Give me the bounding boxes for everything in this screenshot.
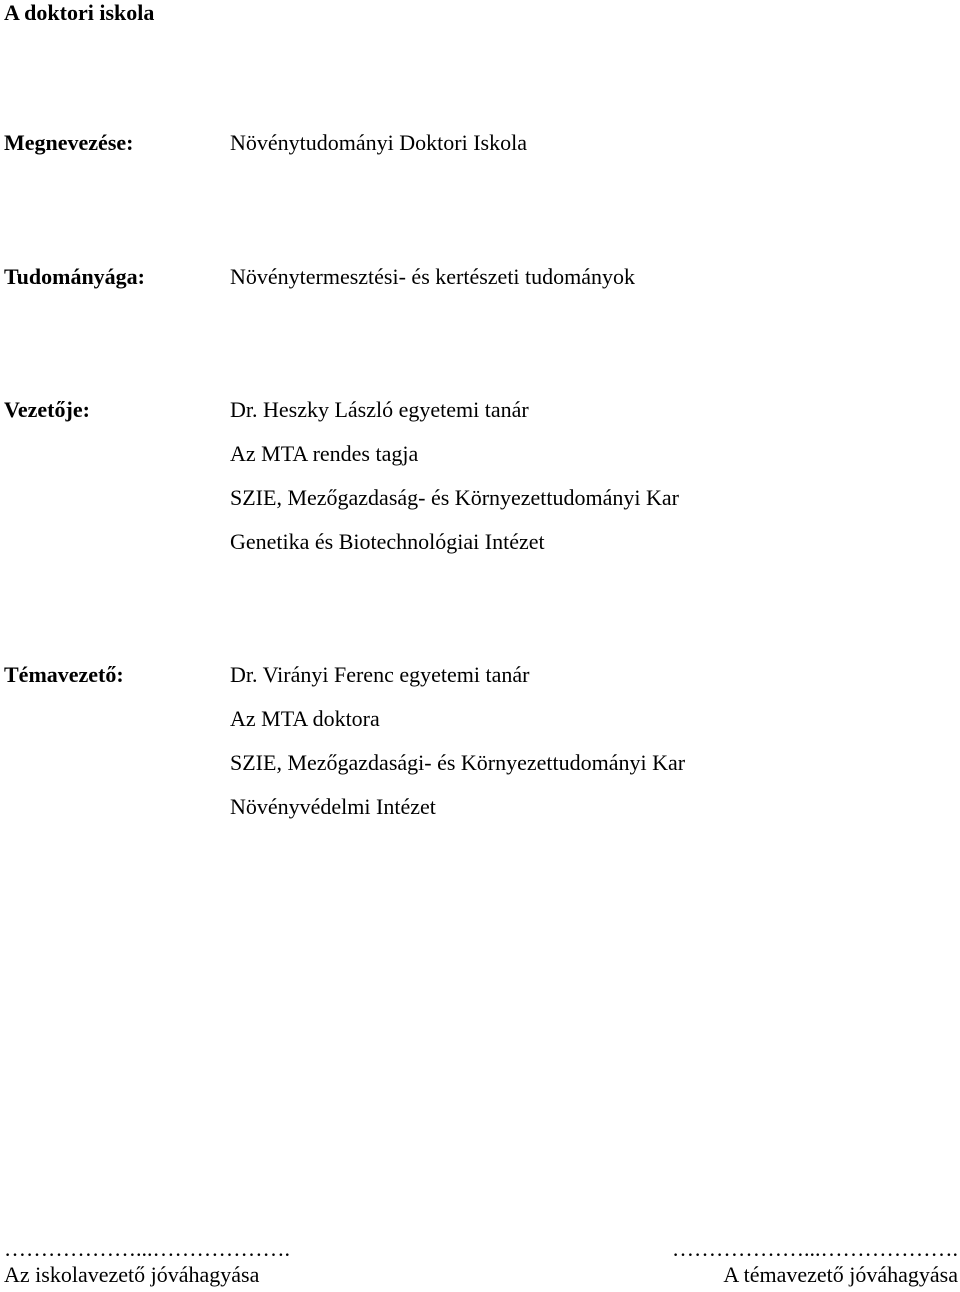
signature-line: ………………...………………. <box>672 1236 958 1261</box>
signature-caption: Az iskolavezető jóváhagyása <box>4 1262 260 1287</box>
supervisor-line-title: Az MTA doktora <box>230 706 380 731</box>
head-value <box>230 388 679 564</box>
name-value <box>230 121 527 165</box>
supervisor-line-institute: Növényvédelmi Intézet <box>230 794 436 819</box>
supervisor-line-name: Dr. Virányi Ferenc egyetemi tanár <box>230 662 530 687</box>
head-line-institute: Genetika és Biotechnológiai Intézet <box>230 529 545 554</box>
supervisor-line-faculty: SZIE, Mezőgazdasági- és Környezettudományi Kar <box>230 750 686 775</box>
page-title: A doktori iskola <box>4 0 155 25</box>
discipline-line: Növénytermesztési- és kertészeti tudományok <box>230 264 636 289</box>
head-line-name: Dr. Heszky László egyetemi tanár <box>230 397 529 422</box>
head-line-faculty: SZIE, Mezőgazdaság- és Környezettudományi Kar <box>230 485 680 510</box>
school-head-signature <box>4 1236 290 1288</box>
discipline-label: Tudományága: <box>4 264 146 289</box>
signature-line: ………………...………………. <box>4 1236 290 1261</box>
name-line: Növénytudományi Doktori Iskola <box>230 130 527 155</box>
discipline-value <box>230 255 635 299</box>
name-label: Megnevezése: <box>4 130 134 155</box>
head-label: Vezetője: <box>4 397 90 422</box>
supervisor-value <box>230 653 685 829</box>
supervisor-label: Témavezető: <box>4 662 124 687</box>
head-line-title: Az MTA rendes tagja <box>230 441 419 466</box>
supervisor-signature <box>672 1236 958 1288</box>
signature-caption: A témavezető jóváhagyása <box>723 1262 958 1287</box>
